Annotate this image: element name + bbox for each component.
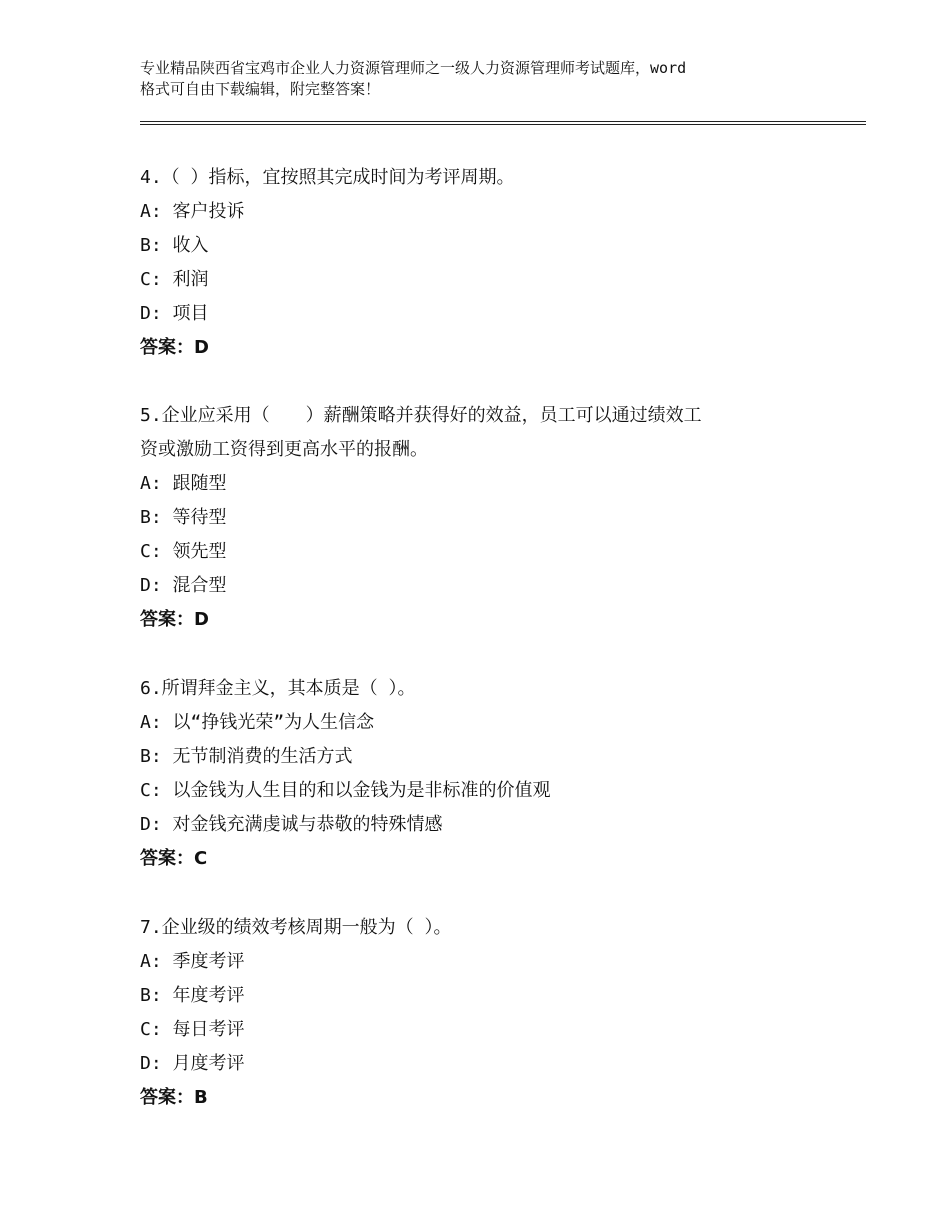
header-title-line-2: 格式可自由下载编辑，附完整答案！ <box>140 80 381 98</box>
option-c: C: 每日考评 <box>140 1019 245 1040</box>
option-a: A: 以“挣钱光荣”为人生信念 <box>140 712 375 733</box>
question-7 <box>140 911 820 1115</box>
question-6 <box>140 672 820 876</box>
option-a: A: 跟随型 <box>140 473 227 494</box>
option-d: D: 混合型 <box>140 575 227 596</box>
option-a: A: 季度考评 <box>140 951 245 972</box>
header-divider-top <box>140 121 866 122</box>
option-c: C: 利润 <box>140 269 209 290</box>
answer: 答案：C <box>140 848 208 869</box>
option-d: D: 月度考评 <box>140 1053 245 1074</box>
answer: 答案：D <box>140 337 209 358</box>
answer: 答案：B <box>140 1087 208 1108</box>
header-title-line-1: 专业精品陕西省宝鸡市企业人力资源管理师之一级人力资源管理师考试题库，word <box>140 59 687 77</box>
question-stem: 7.企业级的绩效考核周期一般为（ ）。 <box>140 917 452 938</box>
question-5 <box>140 399 820 637</box>
option-b: B: 收入 <box>140 235 209 256</box>
answer: 答案：D <box>140 609 209 630</box>
option-b: B: 等待型 <box>140 507 227 528</box>
question-stem: 4.（ ）指标，宜按照其完成时间为考评周期。 <box>140 167 515 188</box>
option-d: D: 项目 <box>140 303 209 324</box>
option-a: A: 客户投诉 <box>140 201 245 222</box>
question-4 <box>140 161 820 365</box>
option-b: B: 年度考评 <box>140 985 245 1006</box>
option-c: C: 以金钱为人生目的和以金钱为是非标准的价值观 <box>140 780 551 801</box>
option-d: D: 对金钱充满虔诚与恭敬的特殊情感 <box>140 814 443 835</box>
option-c: C: 领先型 <box>140 541 227 562</box>
option-b: B: 无节制消费的生活方式 <box>140 746 353 767</box>
document-header <box>140 58 840 100</box>
question-stem: 6.所谓拜金主义，其本质是（ ）。 <box>140 678 416 699</box>
question-stem: 5.企业应采用（ ）薪酬策略并获得好的效益，员工可以通过绩效工 <box>140 405 702 426</box>
question-stem-continued: 资或激励工资得到更高水平的报酬。 <box>140 439 428 460</box>
header-divider-bottom <box>140 124 866 125</box>
